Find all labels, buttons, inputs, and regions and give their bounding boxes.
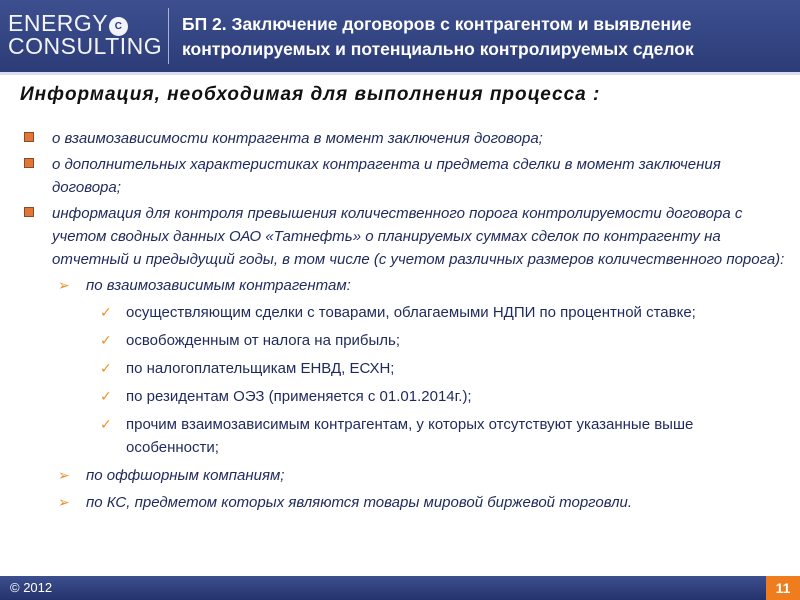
square-bullet-icon xyxy=(24,132,34,142)
slide-title-line1: БП 2. Заключение договоров с контрагентом и выявление xyxy=(182,14,692,34)
bullet-list xyxy=(20,127,790,518)
sub-list-item xyxy=(20,274,790,297)
arrow-bullet-icon: ➢ xyxy=(58,494,70,510)
slide-title-line2: контролируемых и потенциально контролируемых сделок xyxy=(182,39,694,59)
checkmark-bullet-icon: ✓ xyxy=(100,332,112,348)
checkmark-bullet-icon: ✓ xyxy=(100,416,112,432)
sub-list-item-text: по взаимозависимым контрагентам: xyxy=(86,277,351,294)
nested-list-item xyxy=(20,413,790,459)
nested-list-item-text: освобожденным от налога на прибыль; xyxy=(126,332,401,349)
list-item-text: информация для контроля превышения количественного порога контролируемости договора с учетом сводных данных ОАО «Татнефть» о планируемых суммах сделок по контрагенту на отчетный и предыдущий годы, в том числе (с учетом различных размеров количественного порога): xyxy=(52,205,785,268)
slide-footer xyxy=(0,576,800,600)
sub-list-item xyxy=(20,491,790,514)
logo-text-consulting: CONSULTING xyxy=(8,33,163,59)
nested-list-item xyxy=(20,385,790,408)
nested-list-item xyxy=(20,301,790,324)
slide-header xyxy=(0,0,800,72)
nested-list-item-text: по налогоплательщикам ЕНВД, ЕСХН; xyxy=(126,360,395,377)
sub-list-item-text: по КС, предметом которых являются товары мировой биржевой торговли. xyxy=(86,494,633,511)
nested-list-item-text: прочим взаимозависимым контрагентам, у которых отсутствуют указанные выше особенности; xyxy=(126,416,694,456)
list-item xyxy=(20,127,790,150)
nested-list-item xyxy=(20,329,790,352)
list-item-text: о дополнительных характеристиках контрагента и предмета сделки в момент заключения договора; xyxy=(52,156,721,196)
arrow-bullet-icon: ➢ xyxy=(58,467,70,483)
sub-list-item xyxy=(20,464,790,487)
header-bottom-line xyxy=(0,72,800,75)
logo-text-energy: ENERGY xyxy=(8,10,109,36)
energy-consulting-logo xyxy=(0,0,168,72)
list-item xyxy=(20,202,790,271)
copyright-text: © 2012 xyxy=(10,580,53,595)
list-item xyxy=(20,153,790,199)
nested-list-item-text: осуществляющим сделки с товарами, облагаемыми НДПИ по процентной ставке; xyxy=(126,304,696,321)
nested-list-item xyxy=(20,357,790,380)
section-subtitle: Информация, необходимая для выполнения процесса : xyxy=(20,84,601,105)
checkmark-bullet-icon: ✓ xyxy=(100,388,112,404)
logo-mark-icon: C xyxy=(109,17,128,36)
list-item-text: о взаимозависимости контрагента в момент заключения договора; xyxy=(52,130,543,147)
square-bullet-icon xyxy=(24,158,34,168)
square-bullet-icon xyxy=(24,207,34,217)
checkmark-bullet-icon: ✓ xyxy=(100,360,112,376)
sub-list-item-text: по оффшорным компаниям; xyxy=(86,467,285,484)
arrow-bullet-icon: ➢ xyxy=(58,277,70,293)
page-number-badge: 11 xyxy=(766,576,800,600)
header-divider xyxy=(168,8,169,64)
nested-list-item-text: по резидентам ОЭЗ (применяется с 01.01.2014г.); xyxy=(126,388,472,405)
slide-title xyxy=(182,12,794,62)
checkmark-bullet-icon: ✓ xyxy=(100,304,112,320)
